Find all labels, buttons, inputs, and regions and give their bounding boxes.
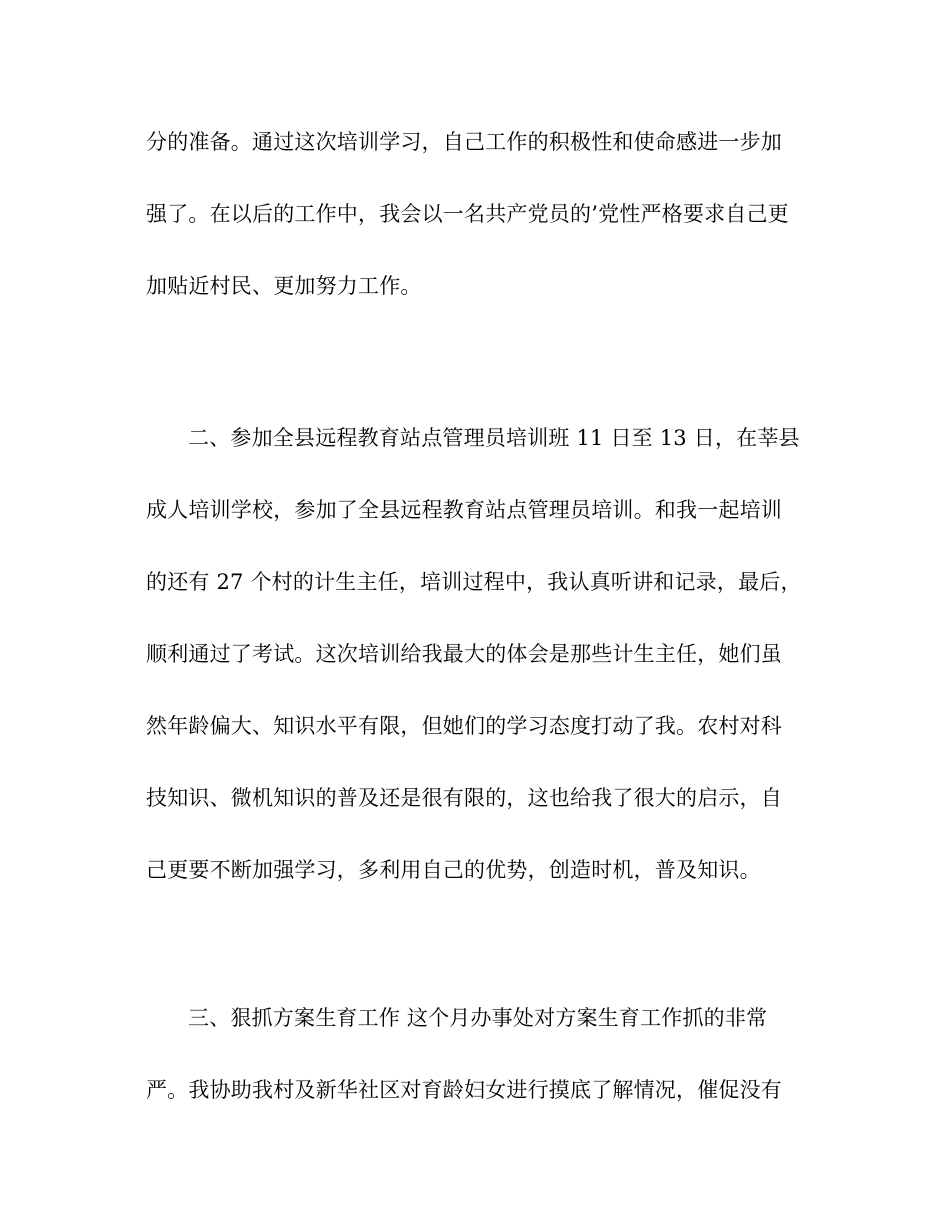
paragraph-line: 强了。在以后的工作中，我会以一名共产党员的’党性严格要求自己更 (146, 202, 789, 226)
paragraph-line: 顺利通过了考试。这次培训给我最大的体会是那些计生主任，她们虽 (146, 642, 782, 666)
paragraph-line: 然年龄偏大、知识水平有限，但她们的学习态度打动了我。农村对科 (146, 714, 782, 738)
paragraph-line: 己更要不断加强学习，多利用自己的优势，创造时机，普及知识。 (146, 858, 761, 882)
paragraph-line: 的还有 27 个村的计生主任，培训过程中，我认真听讲和记录，最后， (146, 570, 802, 594)
paragraph-line: 严。我协助我村及新华社区对育龄妇女进行摸底了解情况，催促没有 (146, 1078, 782, 1102)
paragraph-line: 技知识、微机知识的普及还是很有限的，这也给我了很大的启示，自 (146, 786, 782, 810)
section-heading-line: 三、狠抓方案生育工作 这个月办事处对方案生育工作抓的非常 (188, 1006, 768, 1030)
paragraph-line: 成人培训学校，参加了全县远程教育站点管理员培训。和我一起培训 (146, 498, 782, 522)
section-heading-line: 二、参加全县远程教育站点管理员培训班 11 日至 13 日，在莘县 (188, 426, 800, 450)
paragraph-line: 加贴近村民、更加努力工作。 (146, 274, 422, 298)
paragraph-line: 分的准备。通过这次培训学习，自己工作的积极性和使命感进一步加 (146, 130, 782, 154)
